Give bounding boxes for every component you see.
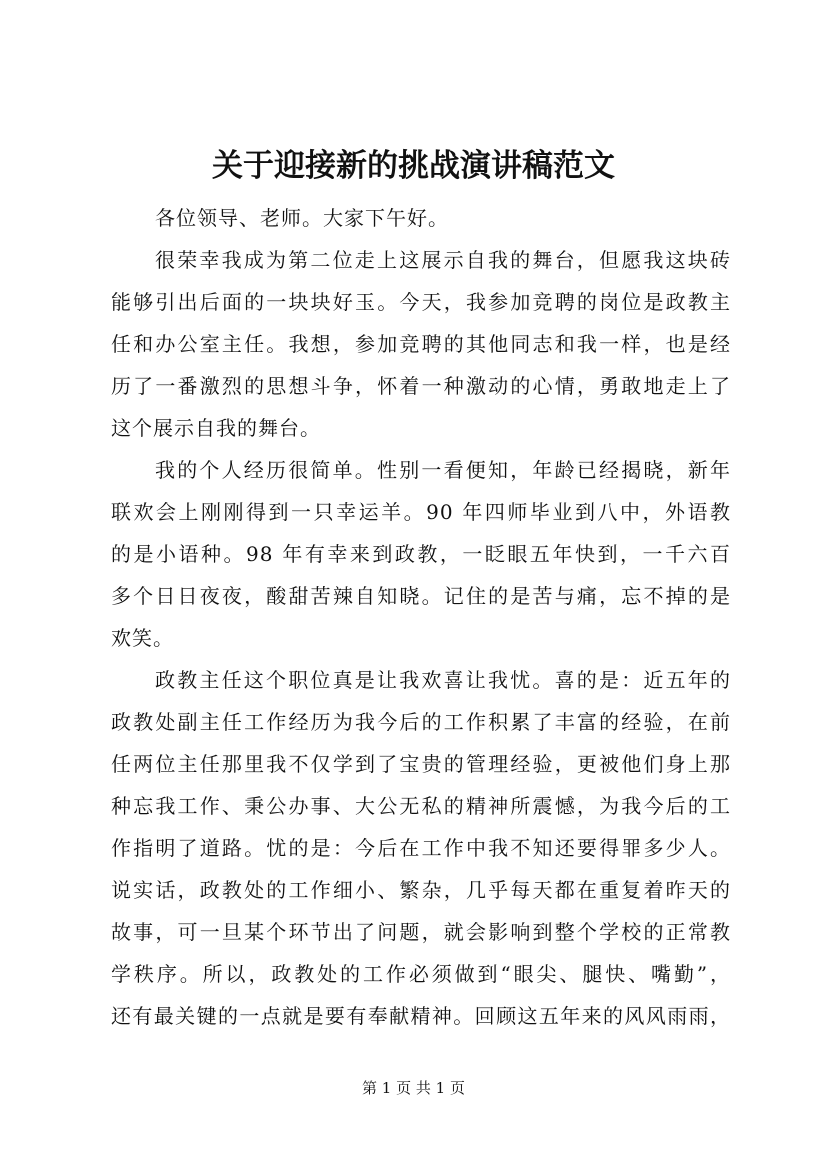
text-line: 各位领导、老师。大家下午好。 [155,206,449,230]
text-line: 联欢会上刚刚得到一只幸运羊。90 年四师毕业到八中，外语教 [111,500,731,524]
text-line: 学秩序。所以，政教处的工作必须做到“眼尖、腿快、嘴勤”， [111,962,731,986]
text-line: 故事，可一旦某个环节出了问题，就会影响到整个学校的正常教 [111,920,731,944]
text-line: 欢笑。 [111,626,174,650]
document-body [111,197,731,1037]
text-line: 很荣幸我成为第二位走上这展示自我的舞台，但愿我这块砖 [155,248,731,272]
text-line: 历了一番激烈的思想斗争，怀着一种激动的心情，勇敢地走上了 [111,374,731,398]
text-line: 种忘我工作、秉公办事、大公无私的精神所震憾，为我今后的工 [111,794,731,818]
text-line: 任两位主任那里我不仅学到了宝贵的管理经验，更被他们身上那 [111,752,731,776]
text-line: 作指明了道路。忧的是：今后在工作中我不知还要得罪多少人。 [111,836,731,860]
text-line: 政教主任这个职位真是让我欢喜让我忧。喜的是：近五年的 [155,668,731,692]
text-line: 说实话，政教处的工作细小、繁杂，几乎每天都在重复着昨天的 [111,878,731,902]
page-number-footer: 第 1 页 共 1 页 [362,1079,465,1097]
text-line: 的是小语种。98 年有幸来到政教，一眨眼五年快到，一千六百 [111,542,731,566]
text-line: 任和办公室主任。我想，参加竞聘的其他同志和我一样，也是经 [111,332,731,356]
text-line: 能够引出后面的一块块好玉。今天，我参加竞聘的岗位是政教主 [111,290,731,314]
text-line: 多个日日夜夜，酸甜苦辣自知晓。记住的是苦与痛，忘不掉的是 [111,584,731,608]
text-line: 我的个人经历很简单。性别一看便知，年龄已经揭晓，新年 [155,458,731,482]
text-line: 还有最关键的一点就是要有奉献精神。回顾这五年来的风风雨雨， [111,1004,731,1028]
text-line: 这个展示自我的舞台。 [111,416,321,440]
document-title: 关于迎接新的挑战演讲稿范文 [212,148,615,184]
text-line: 政教处副主任工作经历为我今后的工作积累了丰富的经验，在前 [111,710,731,734]
